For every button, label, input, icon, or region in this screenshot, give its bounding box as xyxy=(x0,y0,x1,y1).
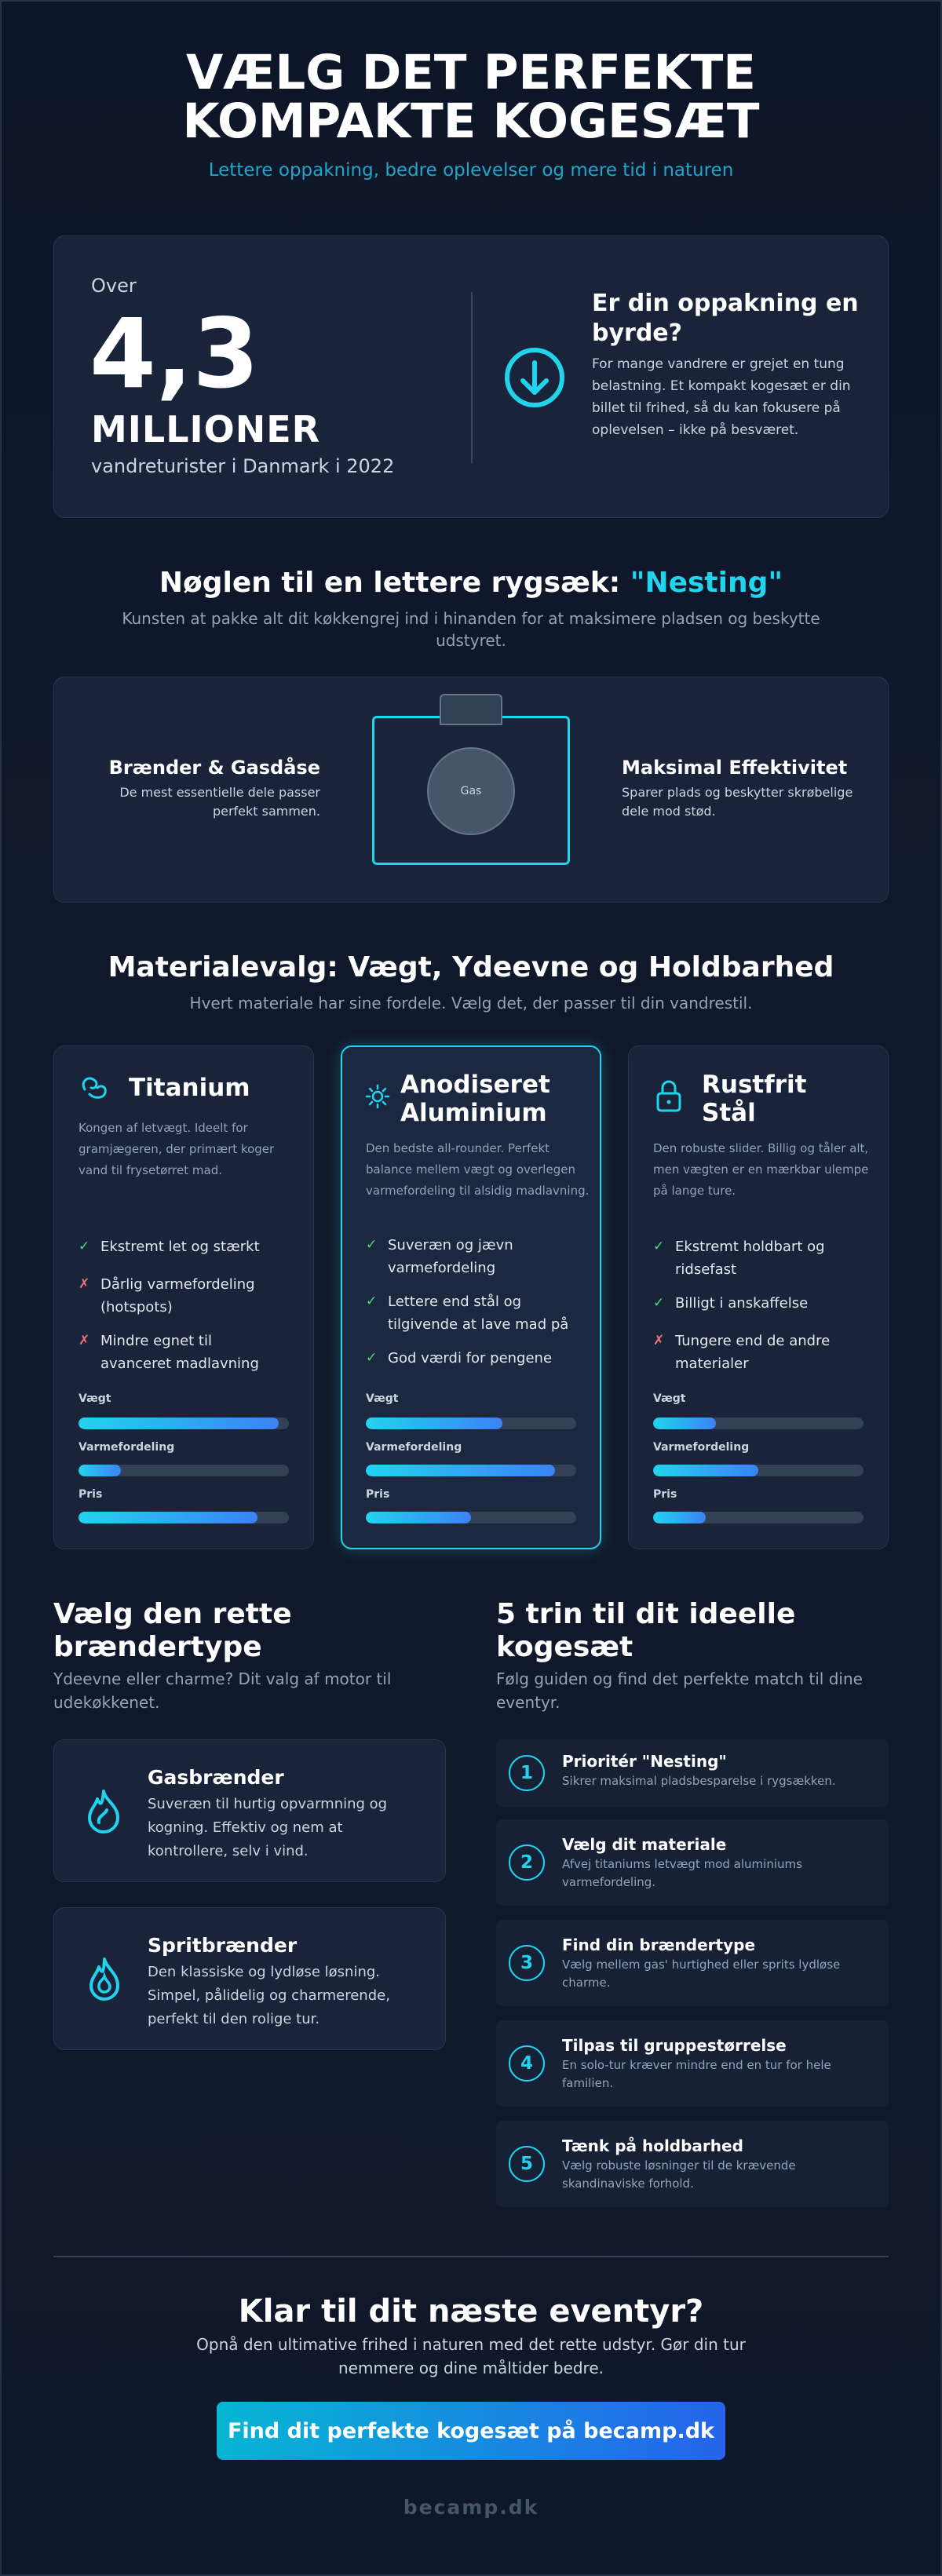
cross-icon: ✗ xyxy=(78,1333,90,1348)
bar-fill xyxy=(366,1418,502,1429)
flame-outline-icon xyxy=(83,1956,126,2001)
step-text: En solo-tur kræver mindre end en tur for hele familien. xyxy=(562,2058,831,2090)
step-title: Vælg dit materiale xyxy=(562,1835,727,1854)
stat-number: 4,3 xyxy=(89,298,260,410)
bar-fill xyxy=(366,1512,471,1523)
step-text: Afvej titaniums letvægt mod aluminiums varmefordeling. xyxy=(562,1857,802,1889)
nesting-right-title: Maksimal Effektivitet xyxy=(622,757,848,779)
flame-icon xyxy=(82,1788,126,1833)
section-divider xyxy=(53,2256,889,2257)
bar-heat xyxy=(366,1465,576,1476)
bar-label-price: Pris xyxy=(653,1488,677,1501)
page-title: VÆLG DET PERFEKTE KOMPAKTE KOGESÆT xyxy=(182,45,760,149)
nesting-left-text: De mest essentielle dele passer perfekt sammen. xyxy=(119,785,320,819)
cta-title: Klar til dit næste eventyr? xyxy=(238,2293,704,2330)
material-description: Den robuste slider. Billig og tåler alt, men vægten er en mærkbar ulempe på lange ture. xyxy=(653,1141,869,1198)
step-text: Vælg mellem gas' hurtighed eller sprits lydløse charme. xyxy=(562,1958,841,1990)
bar-fill xyxy=(78,1512,257,1523)
material-point: ✗ Mindre egnet til avanceret madlavning xyxy=(78,1330,283,1375)
step-text: Vælg robuste løsninger til de krævende skandinaviske forhold. xyxy=(562,2158,796,2191)
step-title: Tilpas til gruppestørrelse xyxy=(562,2036,787,2055)
step-item xyxy=(496,1819,889,1906)
bar-label-weight: Vægt xyxy=(78,1392,111,1405)
material-point: ✗ Dårlig varmefordeling (hotspots) xyxy=(78,1273,283,1319)
steps-title: 5 trin til dit ideelle kogesæt xyxy=(496,1598,796,1663)
material-point: ✓ Ekstremt holdbart og ridsefast xyxy=(653,1235,857,1281)
lock-icon xyxy=(653,1078,685,1113)
bar-label-price: Pris xyxy=(366,1488,390,1501)
footer-brand: becamp.dk xyxy=(403,2496,539,2519)
material-point: ✓ Billigt i anskaffelse xyxy=(653,1292,857,1315)
burden-text: For mange vandrere er grejet en tung belastning. Et kompakt kogesæt er din billet til frihed, så du kan fokusere på oplevelsen – ikke på besværet. xyxy=(592,356,851,438)
cta-text: Opnå den ultimative frihed i naturen med det rette udstyr. Gør din tur nemmere og dine måltider bedre. xyxy=(196,2335,746,2377)
bar-fill xyxy=(653,1465,758,1476)
material-name: Anodiseret Aluminium xyxy=(400,1071,550,1127)
cta-button[interactable]: Find dit perfekte kogesæt på becamp.dk xyxy=(217,2402,725,2460)
material-point: ✗ Tungere end de andre materialer xyxy=(653,1330,857,1375)
burden-title: Er din oppakning en byrde? xyxy=(592,290,859,347)
check-icon: ✓ xyxy=(366,1293,378,1309)
stat-description: vandreturister i Danmark i 2022 xyxy=(91,455,395,477)
material-point: ✓ Suveræn og jævn varmefordeling xyxy=(366,1234,570,1279)
material-point: ✓ God værdi for pengene xyxy=(366,1347,570,1370)
bar-label-price: Pris xyxy=(78,1488,103,1501)
titanium-icon xyxy=(77,1072,111,1107)
check-icon: ✓ xyxy=(78,1239,90,1254)
step-title: Tænk på holdbarhed xyxy=(562,2136,743,2155)
step-number: 5 xyxy=(509,2146,545,2182)
bar-weight xyxy=(653,1418,864,1429)
cross-icon: ✗ xyxy=(78,1276,90,1292)
bar-fill xyxy=(653,1418,716,1429)
materials-title: Materialevalg: Vægt, Ydeevne og Holdbarhed xyxy=(108,951,834,983)
bar-weight xyxy=(366,1418,576,1429)
burner-subtitle: Ydeevne eller charme? Dit valg af motor til udekøkkenet. xyxy=(53,1669,392,1712)
check-icon: ✓ xyxy=(366,1350,378,1366)
bar-price xyxy=(653,1512,864,1523)
check-icon: ✓ xyxy=(653,1295,665,1311)
bar-fill xyxy=(78,1418,279,1429)
step-item xyxy=(496,2121,889,2207)
bar-label-heat: Varmefordeling xyxy=(78,1441,175,1454)
nesting-subtitle: Kunsten at pakke alt dit køkkengrej ind i hinanden for at maksimere pladsen og beskytte udstyret. xyxy=(122,609,820,650)
bar-weight xyxy=(78,1418,289,1429)
bar-heat xyxy=(653,1465,864,1476)
bar-price xyxy=(78,1512,289,1523)
step-text: Sikrer maksimal pladsbesparelse i rygsækken. xyxy=(562,1774,836,1788)
pot-lid xyxy=(440,694,502,725)
check-icon: ✓ xyxy=(653,1239,665,1254)
stat-unit: MILLIONER xyxy=(91,408,321,451)
nesting-title-prefix: Nøglen til en lettere rygsæk: xyxy=(159,567,630,599)
step-number: 4 xyxy=(509,2045,545,2082)
burner-description: Den klassiske og lydløse løsning. Simpel, pålidelig og charmerende, perfekt til den rolige tur. xyxy=(148,1964,390,2027)
nesting-title-highlight: "Nesting" xyxy=(630,567,783,599)
sun-icon xyxy=(364,1083,391,1110)
nesting-right-text: Sparer plads og beskytter skrøbelige dele mod stød. xyxy=(622,785,853,819)
material-name: Rustfrit Stål xyxy=(702,1071,807,1127)
bar-price xyxy=(366,1512,576,1523)
material-point: ✓ Lettere end stål og tilgivende at lave mad på xyxy=(366,1290,570,1336)
nesting-title xyxy=(31,567,911,599)
bar-fill xyxy=(366,1465,555,1476)
bar-fill xyxy=(653,1512,706,1523)
steps-subtitle: Følg guiden og find det perfekte match til dine eventyr. xyxy=(496,1669,863,1712)
bar-label-heat: Varmefordeling xyxy=(653,1441,750,1454)
step-title: Prioritér "Nesting" xyxy=(562,1752,727,1771)
burner-description: Suveræn til hurtig opvarmning og kogning. Effektiv og nem at kontrollere, selv i vind. xyxy=(148,1796,388,1859)
burner-name: Gasbrænder xyxy=(148,1766,284,1789)
materials-subtitle: Hvert materiale har sine fordele. Vælg det, der passer til din vandrestil. xyxy=(189,994,753,1013)
burner-title: Vælg den rette brændertype xyxy=(53,1598,292,1663)
step-number: 3 xyxy=(509,1945,545,1981)
material-point: ✓ Ekstremt let og stærkt xyxy=(78,1235,283,1258)
step-item xyxy=(496,2020,889,2107)
bar-fill xyxy=(78,1465,121,1476)
material-name: Titanium xyxy=(129,1074,250,1102)
nesting-left-title: Brænder & Gasdåse xyxy=(108,757,320,779)
bar-label-weight: Vægt xyxy=(366,1392,399,1405)
check-icon: ✓ xyxy=(366,1237,378,1253)
page-subtitle: Lettere oppakning, bedre oplevelser og mere tid i naturen xyxy=(208,160,734,181)
step-number: 1 xyxy=(509,1755,545,1791)
step-title: Find din brændertype xyxy=(562,1936,756,1954)
bar-heat xyxy=(78,1465,289,1476)
stat-divider xyxy=(471,292,473,463)
step-number: 2 xyxy=(509,1844,545,1881)
gas-canister: Gas xyxy=(427,747,515,835)
cross-icon: ✗ xyxy=(653,1333,665,1348)
step-item xyxy=(496,1920,889,2006)
material-description: Den bedste all-rounder. Perfekt balance mellem vægt og overlegen varmefordeling til alsidig madlavning. xyxy=(366,1141,590,1198)
bar-label-weight: Vægt xyxy=(653,1392,686,1405)
material-description: Kongen af letvægt. Ideelt for gramjægeren, der primært koger vand til frysetørret mad. xyxy=(78,1121,275,1177)
step-item xyxy=(496,1739,889,1807)
stat-prefix: Over xyxy=(91,275,137,297)
bar-label-heat: Varmefordeling xyxy=(366,1441,462,1454)
arrow-down-circle-icon xyxy=(502,345,567,410)
burner-name: Spritbrænder xyxy=(148,1934,298,1957)
